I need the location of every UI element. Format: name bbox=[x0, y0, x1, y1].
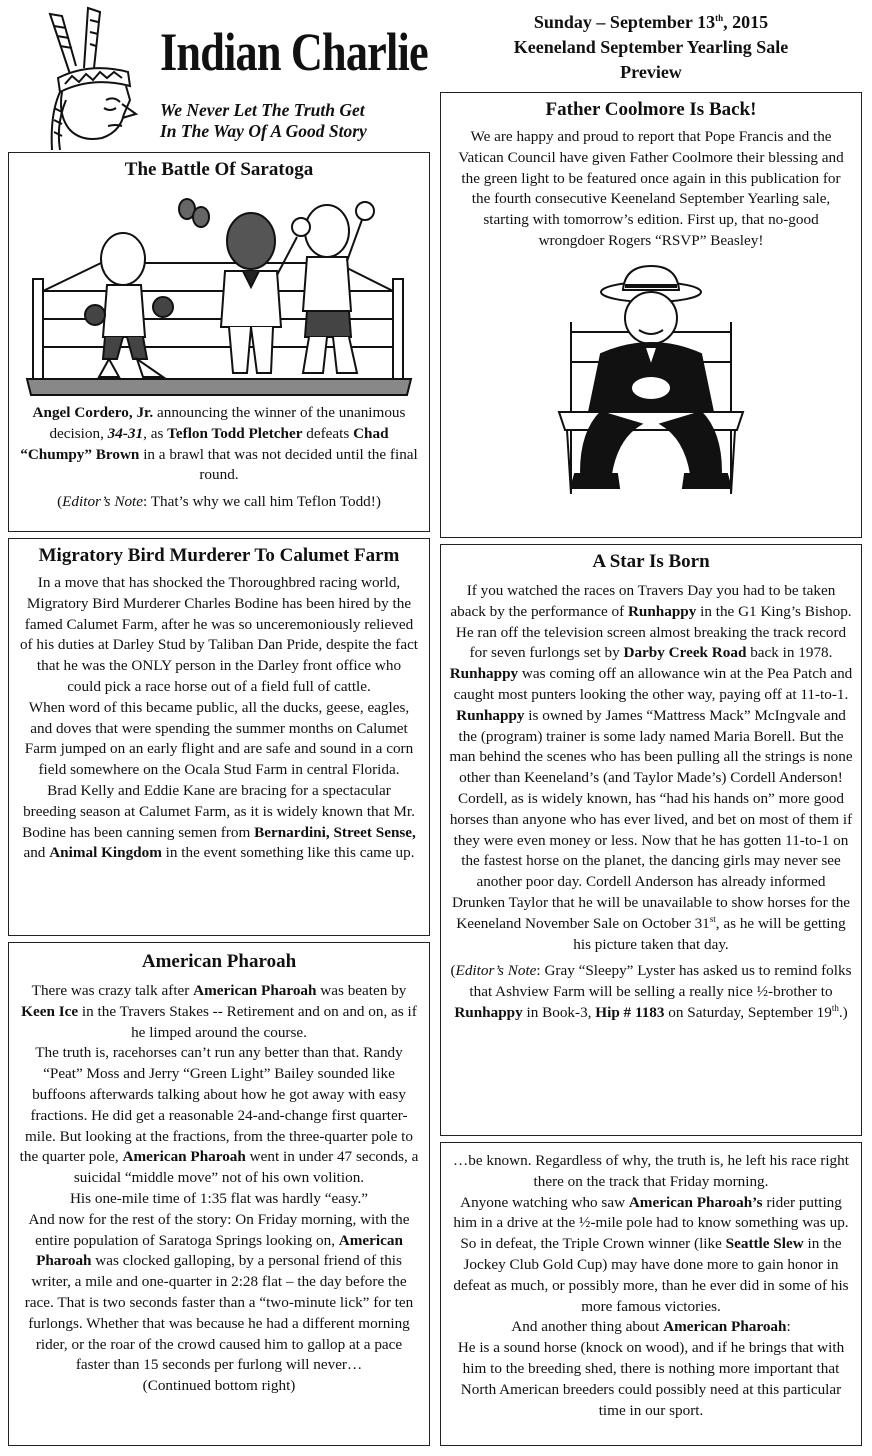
saratoga-editors-note: (Editor’s Note: That’s why we call him Teflon Todd!) bbox=[57, 493, 381, 511]
issue-label: Preview bbox=[620, 62, 682, 82]
masthead-tagline bbox=[160, 100, 367, 142]
father-coolmore-cartoon bbox=[541, 262, 761, 498]
pharoah-paragraph-2: The truth is, racehorses can’t run any better than that. Randy “Peat” Moss and Jerry “Green Light” Bailey sounded like buffoons afterwards talking about how he got away with easy fractions. He did get a reasonable 24-and-change first quarter-mile. But looking at the fractions, from the three-quarter pole to the quarter pole, American Pharoah went in under 47 seconds, a suicidal “middle move” not of his own volition. bbox=[19, 1044, 419, 1187]
masthead bbox=[0, 0, 430, 150]
chief-head-logo bbox=[10, 4, 160, 152]
coolmore-heading: Father Coolmore Is Back! bbox=[545, 99, 757, 120]
star-article bbox=[440, 544, 862, 1136]
coolmore-text: We are happy and proud to report that Pope Francis and the Vatican Council have given Father Coolmore their blessing and the green light to be featured once again in this publication for the fourth consecutive Keeneland September Yearling sale, starting with tomorrow’s edition. First up, that no-good wrongdoer Rogers “RSVP” Beasley! bbox=[458, 128, 844, 249]
tagline-line-2: In The Way Of A Good Story bbox=[160, 121, 367, 141]
pharoah-article bbox=[8, 942, 430, 1446]
star-heading: A Star Is Born bbox=[592, 551, 710, 572]
issue-event: Keeneland September Yearling Sale bbox=[513, 37, 789, 57]
saratoga-caption: Angel Cordero, Jr. announcing the winner of the unanimous decision, 34-31, as Teflon Todd Pletcher defeats Chad “Chumpy” Brown in a brawl that was not decided until the final round. bbox=[20, 404, 418, 484]
continued-paragraph-1: …be known. Regardless of why, the truth is, he left his race right there on the track that Friday morning. bbox=[453, 1152, 849, 1190]
issue-date: Sunday – September 13th, 2015 bbox=[533, 12, 769, 32]
boxing-ring-cartoon bbox=[21, 187, 417, 397]
pharoah-continued-note: (Continued bottom right) bbox=[142, 1377, 296, 1395]
pharoah-paragraph-4: And now for the rest of the story: On Friday morning, with the entire population of Saratoga Springs looking on, American Pharoah was clocked galloping, by a personal friend of this writer, a mile and one-quarter in 2:28 flat – the day before the race. That is two seconds faster than a “two-minute lick” for ten furlongs. Whether that was because he had a different morning rider, or the roar of the crowd caused him to gallop at a pace faster than 15 seconds per furlong will never… bbox=[24, 1210, 414, 1374]
continued-paragraph-2: Anyone watching who saw American Pharoah’s rider putting him in a drive at the ½-mile pole had to know something was up. So in defeat, the Triple Crown winner (like Seattle Slew in the Jockey Club Gold Cup) may have done more to gain honor in defeat as much, or possibly more, than he ever did in some of his more famous victories. bbox=[453, 1193, 849, 1315]
migratory-paragraph-2: When word of this became public, all the ducks, geese, eagles, and doves that were spending the summer months on Calumet Farm jumped on an early flight and are safe and sound in a corn field somewhere on the Ocala Stud Farm in central Florida. bbox=[24, 698, 414, 779]
pharoah-paragraph-1: There was crazy talk after American Pharoah was beaten by Keen Ice in the Travers Stakes -- Retirement and on and on, as if he limped around the course. bbox=[21, 982, 417, 1041]
tagline-line-1: We Never Let The Truth Get bbox=[160, 100, 365, 120]
star-paragraph-2: Runhappy was coming off an allowance win at the Pea Patch and caught most punters looking the other way, paying off at 11-to-1. bbox=[449, 665, 853, 703]
masthead-title: Indian Charlie bbox=[160, 22, 428, 82]
continued-paragraph-4: He is a sound horse (knock on wood), and if he brings that with him to the breeding shed, there is nothing more important that North American breeders could possibly need at this particular time in our sport. bbox=[457, 1339, 845, 1419]
dateline bbox=[440, 10, 862, 85]
pharoah-continued-article bbox=[440, 1142, 862, 1446]
pharoah-heading: American Pharoah bbox=[141, 951, 297, 972]
migratory-paragraph-1: In a move that has shocked the Thoroughbred racing world, Migratory Bird Murderer Charles Bodine has been hired by the famed Calumet Farm, after he was so unceremoniously relieved of his duties at Darley Stud by Taliban Dan Pride, despite the fact that he was the ONLY person in the Darley front office who could pick a race horse out of a field full of cattle. bbox=[19, 574, 419, 695]
continued-paragraph-3: And another thing about American Pharoah: bbox=[511, 1318, 791, 1336]
star-paragraph-1: If you watched the races on Travers Day you had to be taken aback by the performance of Runhappy in the G1 King’s Bishop. He ran off the television screen almost breaking the track record for seven furlongs set by Darby Creek Road back in 1978. bbox=[450, 582, 852, 662]
coolmore-article bbox=[440, 92, 862, 538]
migratory-paragraph-3: Brad Kelly and Eddie Kane are bracing for a spectacular breeding season at Calumet Farm, as it is widely known that Mr. Bodine has been canning semen from Bernardini, Street Sense, and Animal Kingdom in the event something like this came up. bbox=[22, 781, 416, 862]
migratory-heading: Migratory Bird Murderer To Calumet Farm bbox=[38, 545, 400, 566]
star-paragraph-3: Runhappy is owned by James “Mattress Mack” McIngvale and the (program) trainer is some lady named Maria Borell. But the man behind the scenes who has been pulling all the strings is none other than Keeneland’s (and Taylor Made’s) Cordell Anderson! Cordell, as is widely known, has “had his hands on” more good horses than anyone who has ever lived, and bet on most of them if they were even money or less. Now that he has gotten 11-to-1 on the fastest horse on the planet, the dancing girls may never see another poor day. Cordell Anderson has already informed Drunken Taylor that he will be unavailable to show horses for the Keeneland November Sale on October 31st, as he will be getting his picture taken that day. bbox=[449, 706, 853, 953]
saratoga-heading: The Battle Of Saratoga bbox=[124, 159, 314, 180]
migratory-article bbox=[8, 538, 430, 936]
pharoah-paragraph-3: His one-mile time of 1:35 flat was hardly “easy.” bbox=[69, 1189, 369, 1207]
saratoga-article bbox=[8, 152, 430, 532]
star-editors-note: (Editor’s Note: Gray “Sleepy” Lyster has asked us to remind folks that Ashview Farm will be selling a really nice ½-brother to Runhappy in Book-3, Hip # 1183 on Saturday, September 19th.) bbox=[450, 962, 852, 1021]
